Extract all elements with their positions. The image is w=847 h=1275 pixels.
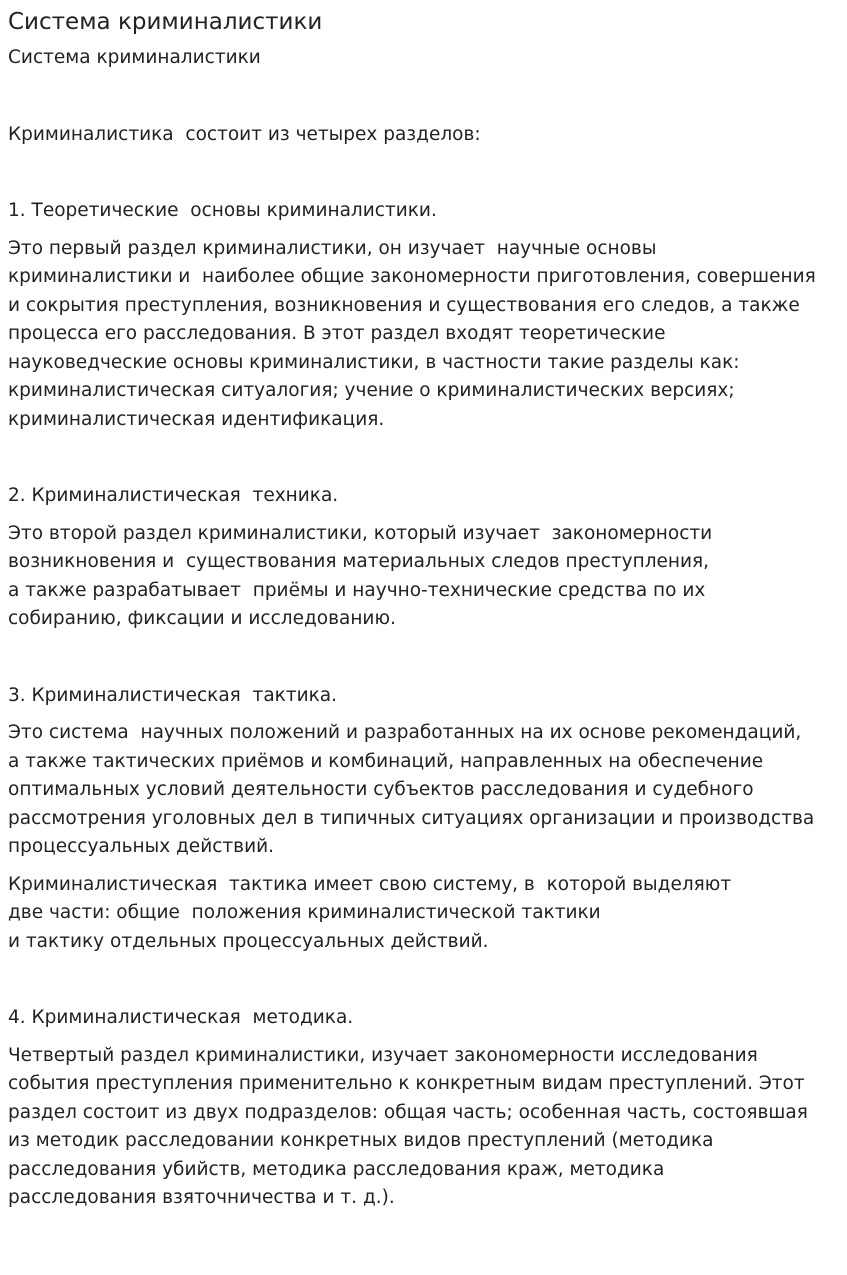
section-3-paragraph-2: Криминалистическая тактика имеет свою систему, в которой выделяют две части: общие положения криминалистической тактики и тактику отдельных процессуальных действий.	[8, 873, 732, 952]
section-3-paragraph-1: Это система научных положений и разработанных на их основе рекомендаций, а также тактических приёмов и комбинаций, направленных на обеспечение оптимальных условий деятельности субъектов расследования и судебного рассмотрения уголовных дел в типичных ситуациях организации и производства процессуальных действий.	[8, 722, 815, 857]
page-title: Система криминалистики	[8, 9, 323, 35]
section-2-heading: 2. Криминалистическая техника.	[8, 485, 339, 506]
section-2-paragraph: Это второй раздел криминалистики, который изучает закономерности возникновения и существования материальных следов преступления, а также разрабатывает приёмы и научно-технические средства по их собиранию, фиксации и исследованию.	[8, 522, 713, 629]
section-4-paragraph: Четвертый раздел криминалистики, изучает закономерности исследования события преступления применительно к конкретным видам преступлений. Этот раздел состоит из двух подразделов: общая часть; особенная часть, состоявшая из методик расследовании конкретных видов преступлений (методика расследования убийств, методика расследования краж, методика расследования взяточничества и т. д.).	[8, 1044, 808, 1208]
section-1-heading: 1. Теоретические основы криминалистики.	[8, 200, 437, 221]
section-3-heading: 3. Криминалистическая тактика.	[8, 684, 338, 706]
document-page	[0, 8, 847, 1213]
page-subtitle: Система криминалистики	[8, 47, 261, 68]
intro-text: Криминалистика состоит из четырех разделов:	[8, 123, 481, 145]
section-1-paragraph: Это первый раздел криминалистики, он изучает научные основы криминалистики и наиболее общие закономерности приготовления, совершения и сокрытия преступления, возникновения и существования его следов, а также процесса его расследования. В этот раздел входят теоретические науковедческие основы криминалистики, в частности такие разделы как: криминалистическая ситуалогия; учение о криминалистических версиях; криминалистическая идентификация.	[8, 237, 816, 430]
section-4-heading: 4. Криминалистическая методика.	[8, 1007, 354, 1028]
